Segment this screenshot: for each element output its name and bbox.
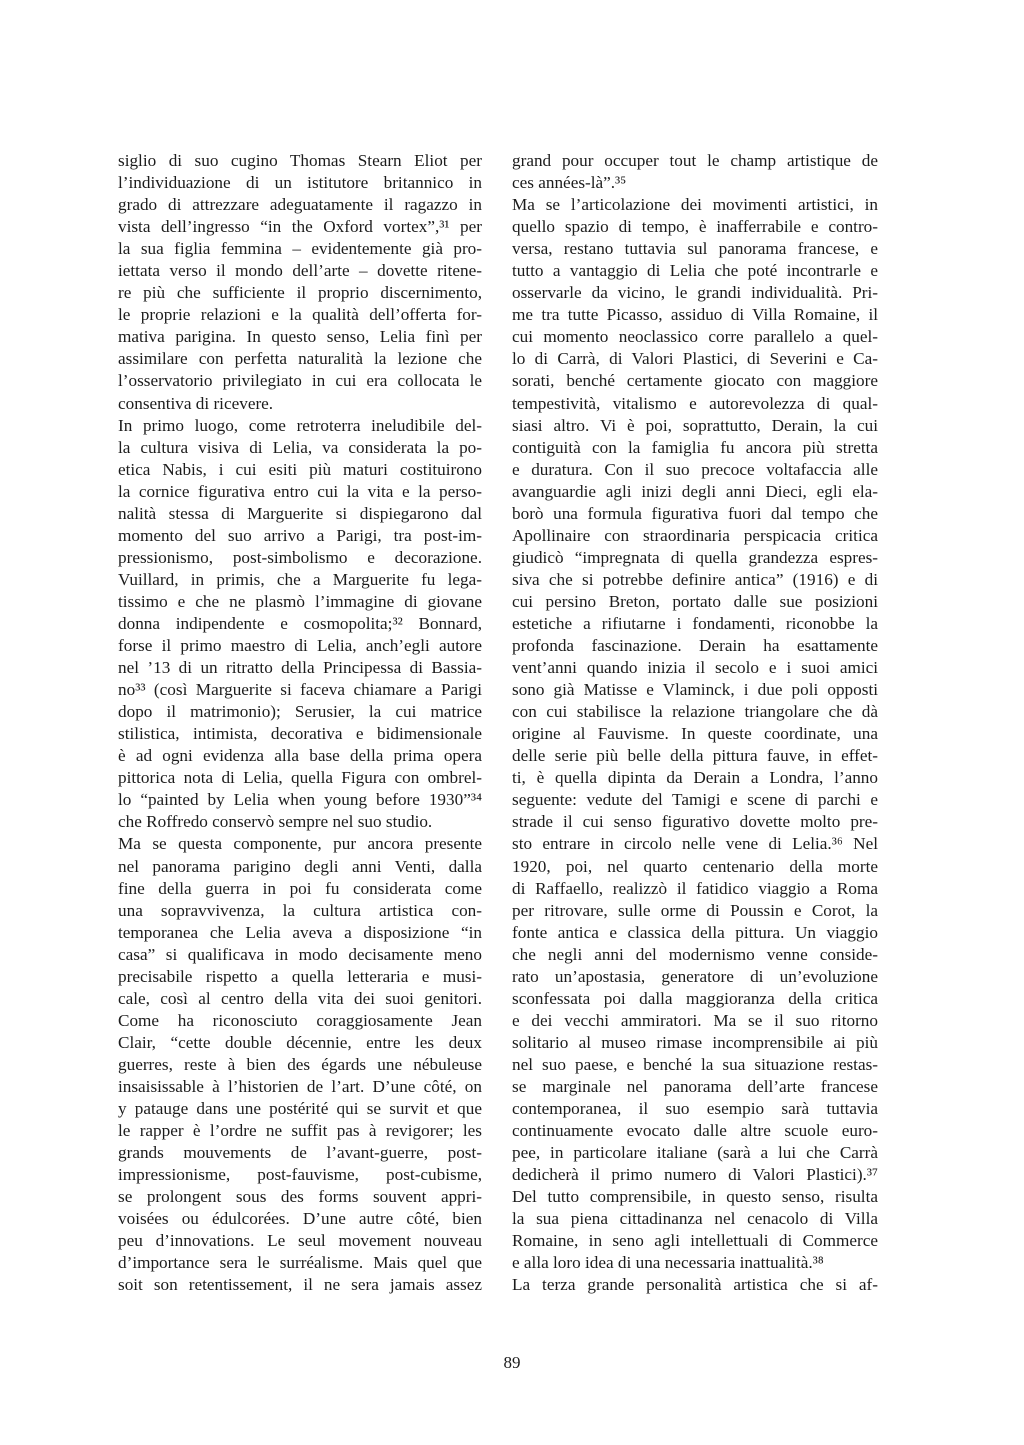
text-line: le proprie relazioni e la qualità dell’offerta for- [118, 305, 482, 325]
text-line: giudicò “impregnata di quella grandezza espres- [512, 547, 878, 567]
text-line: profonda fascinazione. Derain ha esattamente [512, 636, 878, 656]
text-line: sconfessata poi dalla maggioranza della critica [512, 988, 878, 1008]
text-line: Vuillard, in primis, che a Marguerite fu lega- [118, 569, 482, 589]
text-line: siva che si potrebbe definire antica” (1916) e di [512, 569, 878, 589]
text-line: momento del suo arrivo a Parigi, tra post-im- [118, 525, 482, 545]
text-line: Romaine, in seno agli intellettuali di Commerce [512, 1231, 878, 1251]
text-line: vista dell’ingresso “in the Oxford vortex”,³¹ per [118, 217, 482, 237]
text-line: che negli anni del modernismo venne conside- [512, 944, 878, 964]
text-column-right [512, 150, 878, 1296]
text-line: cui momento neoclassico corre parallelo a quel- [512, 327, 878, 347]
text-line: temporanea che Lelia aveva a disposizione “in [118, 922, 482, 942]
text-line: con cui stabilisce la relazione triangolare che dà [512, 702, 878, 722]
text-line: y patauge dans une postérité qui se survit et que [118, 1099, 482, 1119]
text-line: per ritrovare, sulle orme di Poussin e Corot, la [512, 900, 878, 920]
text-line: pee, in particolare italiane (sarà a lui che Carrà [512, 1143, 878, 1163]
text-line: e alla loro idea di una necessaria inattualità.³⁸ [512, 1253, 824, 1273]
text-line: la cultura visiva di Lelia, va considerata la po- [118, 437, 482, 457]
text-line: origine al Fauvisme. In queste coordinate, una [512, 724, 878, 744]
text-line: di Raffaello, realizzò il fatidico viaggio a Roma [512, 878, 878, 898]
text-line: se prolongent sous des forms souvent appri- [118, 1187, 482, 1207]
text-line: che Roffredo conservò sempre nel suo studio. [118, 812, 433, 832]
text-line: mativa parigina. In questo senso, Lelia finì per [118, 327, 482, 347]
text-line: sono già Matisse e Vlaminck, i due poli opposti [512, 680, 878, 700]
text-line: lo “painted by Lelia when young before 1930”³⁴ [118, 790, 482, 810]
text-line: etica Nabis, i cui esiti più maturi costituirono [118, 459, 482, 479]
text-line: fonte antica e classica della pittura. Un viaggio [512, 922, 878, 942]
text-line: versa, restano tuttavia sul panorama francese, e [512, 239, 878, 259]
text-line: è ad ogni evidenza alla base della prima opera [118, 746, 482, 766]
text-line: no³³ (così Marguerite si faceva chiamare a Parigi [118, 680, 482, 700]
text-line: Ma se l’articolazione dei movimenti artistici, in [512, 195, 878, 215]
text-line: cui persino Breton, portato dalle sue posizioni [512, 591, 878, 611]
text-line: solitario al museo rimase incomprensibile ai più [512, 1032, 878, 1052]
text-line: grands mouvements de l’avant-guerre, post- [118, 1143, 482, 1163]
text-line: pittorica nota di Lelia, quella Figura con ombrel- [118, 768, 482, 788]
text-line: iettata verso il mondo dell’arte – dovette ritene- [118, 261, 482, 281]
text-line: nel suo paese, e benché la sua situazione restas- [512, 1054, 878, 1074]
text-line: donna indipendente e cosmopolita;³² Bonnard, [118, 613, 482, 633]
text-line: strade il cui senso figurativo dovette molto pre- [512, 812, 878, 832]
text-line: siglio di suo cugino Thomas Stearn Eliot per [118, 151, 482, 170]
text-line: se marginale nel panorama dell’arte francese [512, 1076, 878, 1096]
text-line: Clair, “cette double décennie, entre les deux [118, 1032, 482, 1052]
text-line: contiguità con la famiglia fu ancora più stretta [512, 437, 878, 457]
text-line: borò una formula figurativa fuori dal tempo che [512, 503, 878, 523]
text-column-left [118, 150, 482, 1296]
text-line: Ma se questa componente, pur ancora presente [118, 834, 482, 854]
text-line: assimilare con perfetta naturalità la lezione che [118, 349, 482, 369]
text-line: la cornice figurativa entro cui la vita e la perso- [118, 481, 482, 501]
text-line: forse il primo maestro di Lelia, anch’egli autore [118, 636, 482, 656]
text-line: grand pour occuper tout le champ artistique de [512, 151, 878, 170]
text-line: pressionismo, post-simbolismo e decorazione. [118, 547, 482, 567]
text-line: delle serie più belle della pittura fauve, in effet- [512, 746, 878, 766]
text-line: Come ha riconosciuto coraggiosamente Jean [118, 1010, 482, 1030]
page-number: 89 [503, 1353, 521, 1372]
text-line: ti, è quella dipinta da Derain a Londra, l’anno [512, 768, 878, 788]
text-line: e duratura. Con il suo precoce voltafaccia alle [512, 459, 878, 479]
text-line: sorati, benché certamente giocato con maggiore [512, 371, 878, 391]
text-line: sto entrare in circolo nelle vene di Lelia.³⁶ Nel [512, 834, 878, 854]
text-line: avanguardie agli inizi degli anni Dieci, egli ela- [512, 481, 878, 501]
text-line: voisées ou édulcorées. D’une autre côté, bien [118, 1209, 482, 1229]
text-line: rato un’apostasia, generatore di un’evoluzione [512, 966, 878, 986]
text-line: La terza grande personalità artistica che si af- [512, 1275, 878, 1295]
text-line: nel panorama parigino degli anni Venti, dalla [118, 856, 482, 876]
text-line: guerres, reste à bien des égards une nébuleuse [118, 1054, 482, 1074]
text-line: e dei vecchi ammiratori. Ma se il suo ritorno [512, 1010, 878, 1030]
text-line: le rapper è l’ordre ne suffit pas à revigorer; les [118, 1121, 482, 1141]
text-line: stilistica, intimista, decorativa e bidimensionale [118, 724, 482, 744]
text-line: una sopravvivenza, la cultura artistica con- [118, 900, 482, 920]
text-line: tutto a vantaggio di Lelia che poté incontrarle e [512, 261, 878, 281]
text-line: consentiva di ricevere. [118, 393, 274, 413]
text-line: vent’anni quando inizia il secolo e i suoi amici [512, 658, 878, 678]
text-line: la sua piena cittadinanza nel cenacolo di Villa [512, 1209, 878, 1229]
text-line: nel ’13 di un ritratto della Principessa di Bassia- [118, 658, 482, 678]
text-line: insaisissable à l’historien de l’art. D’une côté, on [118, 1076, 482, 1096]
text-line: soit son retentissement, il ne sera jamais assez [118, 1275, 482, 1295]
text-line: Del tutto comprensibile, in questo senso, risulta [512, 1187, 878, 1207]
text-line: siasi altro. Vi è poi, soprattutto, Derain, la cui [512, 415, 878, 435]
text-line: In primo luogo, come retroterra ineludibile del- [118, 415, 482, 435]
text-line: nalità stessa di Marguerite si dispiegarono dal [118, 503, 482, 523]
text-line: osservarle da vicino, le grandi individualità. Pri- [512, 283, 878, 303]
text-line: ces années-là”.³⁵ [512, 173, 627, 193]
text-line: l’osservatorio privilegiato in cui era collocata le [118, 371, 482, 391]
text-line: Apollinaire con straordinaria perspicacia critica [512, 525, 878, 545]
text-line: casa” si qualificava in modo decisamente meno [118, 944, 482, 964]
text-line: seguente: vedute del Tamigi e scene di parchi e [512, 790, 878, 810]
text-line: tempestività, vitalismo e autorevolezza di qual- [512, 393, 878, 413]
text-line: me tra tutte Picasso, assiduo di Villa Romaine, il [512, 305, 878, 325]
text-line: continuamente evocato dalle altre scuole euro- [512, 1121, 878, 1141]
text-line: quello spazio di tempo, è inafferrabile e contro- [512, 217, 878, 237]
text-line: lo di Carrà, di Valori Plastici, di Severini e Ca- [512, 349, 878, 369]
text-line: dedicherà il primo numero di Valori Plastici).³⁷ [512, 1165, 878, 1185]
text-line: 1920, poi, nel quarto centenario della morte [512, 856, 878, 876]
text-line: l’individuazione di un istitutore britannico in [118, 173, 482, 193]
text-line: peu d’innovations. Le seul movement nouveau [118, 1231, 482, 1251]
text-line: contemporanea, il suo esempio sarà tuttavia [512, 1099, 878, 1119]
text-line: estetiche a rifiutarne i fondamenti, riconobbe la [512, 613, 878, 633]
text-line: precisabile rispetto a quella letteraria e musi- [118, 966, 482, 986]
text-line: impressionisme, post-fauvisme, post-cubisme, [118, 1165, 482, 1185]
text-line: re più che sufficiente il proprio discernimento, [118, 283, 482, 303]
text-line: la sua figlia femmina – evidentemente già pro- [118, 239, 482, 259]
text-line: grado di attrezzare adeguatamente il ragazzo in [118, 195, 482, 215]
text-line: cale, così al centro della vita dei suoi genitori. [118, 988, 482, 1008]
text-line: tissimo e che ne plasmò l’immagine di giovane [118, 591, 482, 611]
text-line: fine della guerra in poi fu considerata come [118, 878, 482, 898]
text-line: dopo il matrimonio); Serusier, la cui matrice [118, 702, 482, 722]
text-line: d’importance sera le surréalisme. Mais quel que [118, 1253, 482, 1273]
